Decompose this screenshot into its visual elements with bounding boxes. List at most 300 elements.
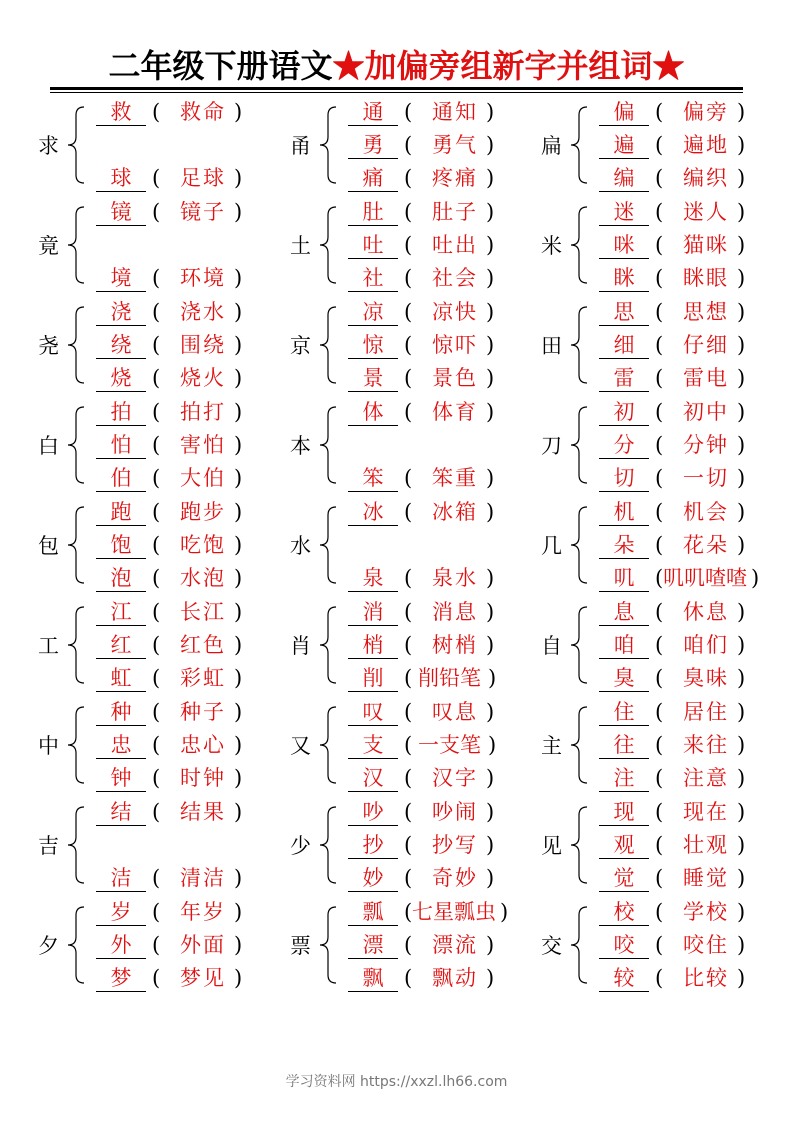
paren-open: ( <box>404 233 413 257</box>
compound-word: 汉字 <box>432 766 478 790</box>
compound-word: 消息 <box>432 600 478 624</box>
paren-open: ( <box>404 633 413 657</box>
radical-group <box>541 297 791 397</box>
compound-word: 时钟 <box>180 766 226 790</box>
compound-word: 分钟 <box>683 433 729 457</box>
compound-word: 烧火 <box>180 366 226 390</box>
new-character: 切 <box>599 465 649 492</box>
radical-group <box>38 897 288 997</box>
compound-word: 忠心 <box>180 733 226 757</box>
root-character: 扁 <box>541 134 562 158</box>
radical-group <box>38 297 288 397</box>
paren-close: ) <box>737 733 746 757</box>
paren-close: ) <box>234 333 243 357</box>
new-character: 吐 <box>348 232 398 259</box>
paren-close: ) <box>234 466 243 490</box>
paren-open: ( <box>404 833 413 857</box>
new-character: 救 <box>96 99 146 126</box>
paren-open: ( <box>404 166 413 190</box>
title-rule-thick <box>50 87 743 90</box>
radical-group <box>541 597 791 697</box>
word-row <box>96 932 296 960</box>
word-row <box>96 665 296 693</box>
new-character: 臭 <box>599 665 649 692</box>
new-character: 汉 <box>348 765 398 792</box>
paren-open: ( <box>404 133 413 157</box>
word-row <box>96 99 296 127</box>
new-character: 注 <box>599 765 649 792</box>
paren-open: ( <box>655 800 664 824</box>
word-row <box>599 332 793 360</box>
brace <box>567 505 589 585</box>
paren-close: ) <box>234 500 243 524</box>
compound-word: 现在 <box>683 800 729 824</box>
root-character: 中 <box>38 734 59 758</box>
paren-open: ( <box>655 533 664 557</box>
paren-open: ( <box>655 566 664 590</box>
word-row <box>599 265 793 293</box>
paren-open: ( <box>152 533 161 557</box>
radical-group <box>38 597 288 697</box>
paren-open: ( <box>404 800 413 824</box>
brace <box>316 405 338 485</box>
paren-close: ) <box>737 233 746 257</box>
paren-open: ( <box>404 933 413 957</box>
new-character: 咬 <box>599 932 649 959</box>
word-row <box>599 299 793 327</box>
paren-close: ) <box>234 300 243 324</box>
paren-close: ) <box>486 566 495 590</box>
compound-word: 长江 <box>180 600 226 624</box>
compound-word: 编织 <box>683 166 729 190</box>
word-row <box>96 299 296 327</box>
paren-close: ) <box>486 766 495 790</box>
paren-close: ) <box>737 266 746 290</box>
compound-word: 雷电 <box>683 366 729 390</box>
word-row <box>96 899 296 927</box>
new-character: 泡 <box>96 565 146 592</box>
paren-open: ( <box>655 600 664 624</box>
compound-word: 吃饱 <box>180 533 226 557</box>
radical-group <box>290 497 540 597</box>
paren-open: ( <box>404 866 413 890</box>
new-character: 凉 <box>348 299 398 326</box>
new-character: 拍 <box>96 399 146 426</box>
word-row <box>348 199 548 227</box>
title-grade: 二年级下册语文 <box>108 47 333 85</box>
paren-open: ( <box>152 400 161 424</box>
compound-word: 泉水 <box>432 566 478 590</box>
new-character: 怕 <box>96 432 146 459</box>
new-character: 朵 <box>599 532 649 559</box>
paren-open: ( <box>404 200 413 224</box>
word-row <box>599 665 793 693</box>
compound-word: 比较 <box>683 966 729 990</box>
word-row <box>348 499 548 527</box>
paren-open: ( <box>152 600 161 624</box>
root-character: 少 <box>290 834 311 858</box>
compound-word: 抄写 <box>432 833 478 857</box>
paren-close: ) <box>234 566 243 590</box>
paren-open: ( <box>152 633 161 657</box>
new-character: 眯 <box>599 265 649 292</box>
compound-word: 叽叽喳喳 <box>663 566 747 590</box>
compound-word: 眯眼 <box>683 266 729 290</box>
new-character: 景 <box>348 365 398 392</box>
paren-close: ) <box>737 700 746 724</box>
compound-word: 社会 <box>432 266 478 290</box>
compound-word: 吐出 <box>432 233 478 257</box>
word-row <box>599 465 793 493</box>
brace <box>64 505 86 585</box>
paren-close: ) <box>234 933 243 957</box>
compound-word: 浇水 <box>180 300 226 324</box>
root-character: 吉 <box>38 834 59 858</box>
word-row <box>599 532 793 560</box>
new-character: 烧 <box>96 365 146 392</box>
new-character: 编 <box>599 165 649 192</box>
paren-open: ( <box>152 433 161 457</box>
new-character: 外 <box>96 932 146 959</box>
root-character: 田 <box>541 334 562 358</box>
paren-open: ( <box>655 900 664 924</box>
word-row <box>599 99 793 127</box>
word-row <box>599 599 793 627</box>
word-row <box>96 332 296 360</box>
new-character: 梢 <box>348 632 398 659</box>
compound-word: 奇妙 <box>432 866 478 890</box>
paren-open: ( <box>152 333 161 357</box>
word-row <box>96 365 296 393</box>
paren-close: ) <box>737 833 746 857</box>
paren-open: ( <box>152 300 161 324</box>
compound-word: 惊吓 <box>432 333 478 357</box>
word-row <box>599 632 793 660</box>
paren-open: ( <box>655 433 664 457</box>
paren-open: ( <box>655 933 664 957</box>
word-row <box>96 599 296 627</box>
paren-open: ( <box>404 600 413 624</box>
word-row <box>599 765 793 793</box>
brace <box>316 305 338 385</box>
paren-close: ) <box>486 133 495 157</box>
paren-open: ( <box>404 400 413 424</box>
compound-word: 壮观 <box>683 833 729 857</box>
paren-close: ) <box>486 366 495 390</box>
word-row <box>348 665 548 693</box>
compound-word: 拍打 <box>180 400 226 424</box>
new-character: 分 <box>599 432 649 459</box>
new-character: 偏 <box>599 99 649 126</box>
new-character: 遍 <box>599 132 649 159</box>
paren-close: ) <box>737 600 746 624</box>
paren-close: ) <box>737 366 746 390</box>
root-character: 米 <box>541 234 562 258</box>
paren-open: ( <box>152 800 161 824</box>
compound-word: 通知 <box>432 100 478 124</box>
new-character: 消 <box>348 599 398 626</box>
compound-word: 削铅笔 <box>418 666 481 690</box>
new-character: 浇 <box>96 299 146 326</box>
word-row <box>348 932 548 960</box>
title-topic: ★加偏旁组新字并组词★ <box>332 47 685 85</box>
paren-close: ) <box>486 700 495 724</box>
new-character: 伯 <box>96 465 146 492</box>
word-row <box>599 965 793 993</box>
new-character: 结 <box>96 799 146 826</box>
compound-word: 思想 <box>683 300 729 324</box>
compound-word: 来往 <box>683 733 729 757</box>
radical-group <box>541 397 791 497</box>
root-character: 包 <box>38 534 59 558</box>
word-row <box>348 232 548 260</box>
radical-group <box>290 197 540 297</box>
word-row <box>599 832 793 860</box>
brace <box>64 705 86 785</box>
word-row <box>96 199 296 227</box>
compound-word: 种子 <box>180 700 226 724</box>
new-character: 冰 <box>348 499 398 526</box>
paren-close: ) <box>234 633 243 657</box>
word-row <box>599 199 793 227</box>
word-row <box>348 632 548 660</box>
paren-open: ( <box>404 666 413 690</box>
word-row <box>348 332 548 360</box>
new-character: 叹 <box>348 699 398 726</box>
radical-group <box>290 797 540 897</box>
compound-word: 红色 <box>180 633 226 657</box>
paren-close: ) <box>234 700 243 724</box>
paren-close: ) <box>234 600 243 624</box>
paren-open: ( <box>404 566 413 590</box>
brace <box>64 305 86 385</box>
paren-open: ( <box>655 100 664 124</box>
compound-word: 学校 <box>683 900 729 924</box>
compound-word: 镜子 <box>180 200 226 224</box>
radical-group <box>38 197 288 297</box>
paren-close: ) <box>737 466 746 490</box>
root-character: 土 <box>290 234 311 258</box>
word-row <box>599 232 793 260</box>
word-row <box>599 432 793 460</box>
root-character: 水 <box>290 534 311 558</box>
paren-close: ) <box>486 400 495 424</box>
paren-open: ( <box>404 366 413 390</box>
new-character: 观 <box>599 832 649 859</box>
brace <box>567 605 589 685</box>
paren-close: ) <box>486 100 495 124</box>
word-row <box>599 365 793 393</box>
paren-close: ) <box>737 866 746 890</box>
new-character: 饱 <box>96 532 146 559</box>
paren-close: ) <box>486 166 495 190</box>
paren-close: ) <box>488 733 497 757</box>
paren-open: ( <box>655 833 664 857</box>
compound-word: 结果 <box>180 800 226 824</box>
brace <box>316 505 338 585</box>
word-row <box>348 165 548 193</box>
word-row <box>599 165 793 193</box>
paren-close: ) <box>234 533 243 557</box>
root-character: 见 <box>541 834 562 858</box>
paren-close: ) <box>737 333 746 357</box>
paren-close: ) <box>486 600 495 624</box>
word-row <box>96 632 296 660</box>
paren-open: ( <box>404 300 413 324</box>
compound-word: 飘动 <box>432 966 478 990</box>
radical-group <box>541 697 791 797</box>
paren-open: ( <box>404 500 413 524</box>
paren-open: ( <box>655 633 664 657</box>
compound-word: 注意 <box>683 766 729 790</box>
compound-word: 跑步 <box>180 500 226 524</box>
radical-group <box>290 97 540 197</box>
paren-open: ( <box>404 966 413 990</box>
radical-group <box>290 697 540 797</box>
compound-word: 花朵 <box>683 533 729 557</box>
root-character: 尧 <box>38 334 59 358</box>
new-character: 支 <box>348 732 398 759</box>
paren-close: ) <box>486 200 495 224</box>
paren-open: ( <box>152 866 161 890</box>
word-row <box>348 765 548 793</box>
word-row <box>599 799 793 827</box>
root-character: 交 <box>541 934 562 958</box>
compound-word: 笨重 <box>432 466 478 490</box>
radical-group <box>541 197 791 297</box>
new-character: 迷 <box>599 199 649 226</box>
word-row <box>348 399 548 427</box>
compound-word: 树梢 <box>432 633 478 657</box>
root-character: 京 <box>290 334 311 358</box>
brace <box>316 705 338 785</box>
brace <box>567 705 589 785</box>
new-character: 肚 <box>348 199 398 226</box>
new-character: 境 <box>96 265 146 292</box>
compound-word: 一支笔 <box>418 733 481 757</box>
brace <box>64 405 86 485</box>
paren-close: ) <box>737 800 746 824</box>
footer: 学习资料网 https://xxzl.lh66.com <box>285 1074 508 1090</box>
paren-close: ) <box>234 400 243 424</box>
paren-open: ( <box>655 400 664 424</box>
compound-word: 七星瓢虫 <box>412 900 496 924</box>
word-row <box>348 865 548 893</box>
paren-open: ( <box>655 366 664 390</box>
word-row <box>96 465 296 493</box>
word-row <box>348 132 548 160</box>
compound-word: 景色 <box>432 366 478 390</box>
paren-open: ( <box>152 500 161 524</box>
paren-close: ) <box>737 933 746 957</box>
new-character: 梦 <box>96 965 146 992</box>
paren-close: ) <box>234 900 243 924</box>
paren-close: ) <box>486 800 495 824</box>
paren-open: ( <box>404 733 413 757</box>
word-row <box>348 899 548 927</box>
compound-word: 机会 <box>683 500 729 524</box>
compound-word: 外面 <box>180 933 226 957</box>
paren-close: ) <box>486 866 495 890</box>
paren-open: ( <box>152 900 161 924</box>
new-character: 社 <box>348 265 398 292</box>
compound-word: 吵闹 <box>432 800 478 824</box>
paren-close: ) <box>488 666 497 690</box>
paren-close: ) <box>737 533 746 557</box>
compound-word: 叹息 <box>432 700 478 724</box>
brace <box>64 105 86 185</box>
paren-open: ( <box>152 366 161 390</box>
paren-open: ( <box>152 766 161 790</box>
new-character: 往 <box>599 732 649 759</box>
paren-close: ) <box>751 566 760 590</box>
brace <box>316 605 338 685</box>
compound-word: 体育 <box>432 400 478 424</box>
word-row <box>348 732 548 760</box>
paren-open: ( <box>404 266 413 290</box>
new-character: 体 <box>348 399 398 426</box>
paren-close: ) <box>737 200 746 224</box>
root-character: 甬 <box>290 134 311 158</box>
paren-close: ) <box>234 866 243 890</box>
radical-group <box>541 497 791 597</box>
paren-open: ( <box>404 700 413 724</box>
word-row <box>599 565 793 593</box>
word-row <box>348 265 548 293</box>
paren-close: ) <box>486 500 495 524</box>
paren-open: ( <box>152 466 161 490</box>
word-row <box>348 465 548 493</box>
paren-close: ) <box>737 500 746 524</box>
new-character: 较 <box>599 965 649 992</box>
word-row <box>348 832 548 860</box>
paren-open: ( <box>655 266 664 290</box>
paren-open: ( <box>404 333 413 357</box>
brace <box>567 905 589 985</box>
paren-close: ) <box>486 233 495 257</box>
new-character: 泉 <box>348 565 398 592</box>
paren-open: ( <box>152 666 161 690</box>
new-character: 漂 <box>348 932 398 959</box>
paren-close: ) <box>737 300 746 324</box>
word-row <box>96 765 296 793</box>
paren-open: ( <box>404 900 413 924</box>
new-character: 削 <box>348 665 398 692</box>
new-character: 咱 <box>599 632 649 659</box>
paren-open: ( <box>152 166 161 190</box>
root-character: 本 <box>290 434 311 458</box>
brace <box>567 105 589 185</box>
new-character: 钟 <box>96 765 146 792</box>
radical-group <box>38 697 288 797</box>
word-row <box>96 399 296 427</box>
radical-group <box>38 97 288 197</box>
brace <box>316 105 338 185</box>
paren-close: ) <box>737 633 746 657</box>
paren-close: ) <box>486 266 495 290</box>
word-row <box>599 865 793 893</box>
compound-word: 水泡 <box>180 566 226 590</box>
word-row <box>599 399 793 427</box>
root-character: 主 <box>541 734 562 758</box>
brace <box>567 205 589 285</box>
paren-open: ( <box>152 266 161 290</box>
new-character: 细 <box>599 332 649 359</box>
word-row <box>96 865 296 893</box>
word-row <box>96 965 296 993</box>
compound-word: 漂流 <box>432 933 478 957</box>
new-character: 吵 <box>348 799 398 826</box>
